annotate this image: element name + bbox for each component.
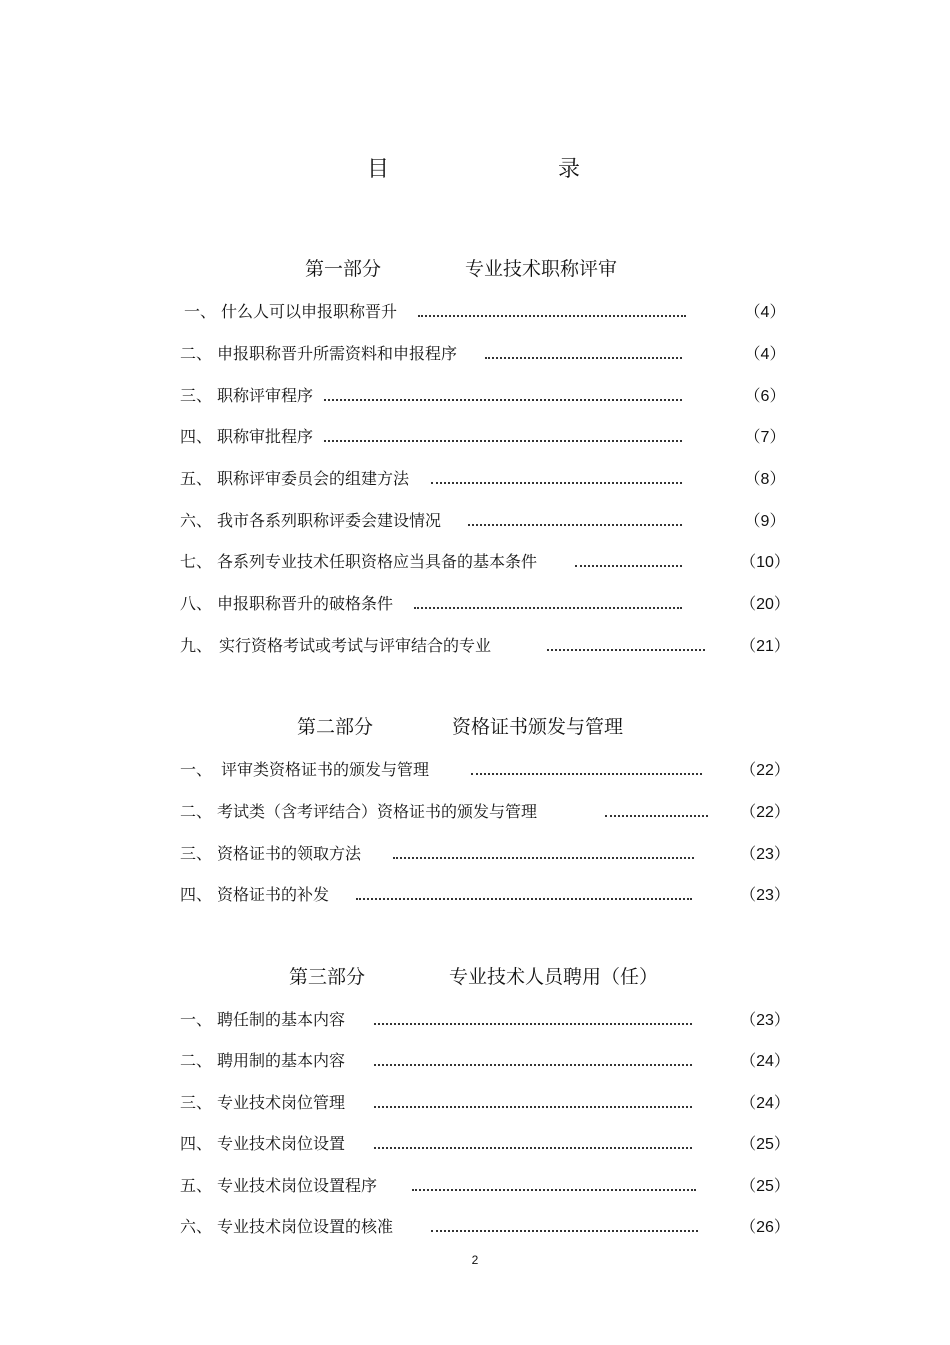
entry-page: （25） <box>740 1136 790 1153</box>
toc-entry[interactable] <box>180 299 790 323</box>
entry-number: 五、 <box>180 1176 213 1195</box>
entry-page: （23） <box>740 887 790 904</box>
entry-title: 专业技术岗位设置程序 <box>217 1176 378 1195</box>
entry-number: 四、 <box>180 427 213 446</box>
entry-page: （26） <box>740 1219 790 1236</box>
dot-leader <box>412 1179 696 1191</box>
part-heading-2 <box>0 712 950 740</box>
entry-number: 六、 <box>180 1217 213 1236</box>
entry-page: （6） <box>744 388 786 405</box>
entry-number: 二、 <box>180 344 213 363</box>
toc-entry[interactable] <box>180 1048 790 1072</box>
entry-number: 九、 <box>180 636 213 655</box>
entry-page: （20） <box>740 596 790 613</box>
entry-number: 二、 <box>180 802 213 821</box>
toc-entry[interactable] <box>180 341 790 365</box>
dot-leader <box>324 389 682 401</box>
dot-leader <box>418 305 686 317</box>
dot-leader <box>414 597 682 609</box>
entry-number: 五、 <box>180 469 213 488</box>
entry-title: 职称评审委员会的组建方法 <box>217 469 410 488</box>
entry-page: （4） <box>744 304 786 321</box>
toc-entry[interactable] <box>180 1131 790 1155</box>
entry-page: （24） <box>740 1095 790 1112</box>
toc-title <box>0 152 950 186</box>
entry-page: （23） <box>740 1012 790 1029</box>
dot-leader <box>468 514 682 526</box>
dot-leader <box>393 847 694 859</box>
toc-entry[interactable] <box>180 1173 790 1197</box>
dot-leader <box>374 1137 692 1149</box>
entry-number: 三、 <box>180 1093 213 1112</box>
entry-title: 聘用制的基本内容 <box>217 1051 346 1070</box>
entry-title: 专业技术岗位管理 <box>217 1093 346 1112</box>
entry-page: （9） <box>744 513 786 530</box>
entry-number: 四、 <box>180 885 213 904</box>
entry-page: （4） <box>744 346 786 363</box>
dot-leader <box>374 1054 692 1066</box>
part-name: 资格证书颁发与管理 <box>452 716 624 738</box>
entry-page: （7） <box>744 429 786 446</box>
toc-entry[interactable] <box>180 466 790 490</box>
entry-number: 四、 <box>180 1134 213 1153</box>
toc-entry[interactable] <box>180 383 790 407</box>
dot-leader <box>431 1220 698 1232</box>
entry-title: 什么人可以申报职称晋升 <box>221 302 398 321</box>
toc-entry[interactable] <box>180 633 790 657</box>
entry-title: 评审类资格证书的颁发与管理 <box>221 760 430 779</box>
dot-leader <box>431 472 682 484</box>
entry-number: 三、 <box>180 386 213 405</box>
entry-title: 资格证书的补发 <box>217 885 330 904</box>
toc-entry[interactable] <box>180 882 790 906</box>
toc-entry[interactable] <box>180 799 790 823</box>
part-heading-3 <box>0 962 950 990</box>
entry-page: （10） <box>740 554 790 571</box>
entry-title: 专业技术岗位设置的核准 <box>217 1217 394 1236</box>
entry-title: 申报职称晋升的破格条件 <box>217 594 394 613</box>
entry-page: （25） <box>740 1178 790 1195</box>
entry-title: 考试类（含考评结合）资格证书的颁发与管理 <box>217 802 538 821</box>
entry-page: （23） <box>740 846 790 863</box>
entry-number: 一、 <box>180 760 213 779</box>
title-char-left: 目 <box>367 157 390 182</box>
entry-title: 资格证书的领取方法 <box>217 844 362 863</box>
entry-page: （22） <box>740 762 790 779</box>
entry-number: 二、 <box>180 1051 213 1070</box>
toc-entry[interactable] <box>180 549 790 573</box>
part-label: 第二部分 <box>297 716 374 738</box>
part-label: 第一部分 <box>305 258 382 280</box>
entry-page: （22） <box>740 804 790 821</box>
entry-title: 我市各系列职称评委会建设情况 <box>217 511 442 530</box>
entry-title: 职称审批程序 <box>217 427 314 446</box>
part-name: 专业技术人员聘用（任） <box>449 966 659 988</box>
dot-leader <box>374 1096 692 1108</box>
toc-entry[interactable] <box>180 1214 790 1238</box>
page-number: 2 <box>471 1253 479 1267</box>
toc-entry[interactable] <box>180 841 790 865</box>
entry-title: 实行资格考试或考试与评审结合的专业 <box>219 636 492 655</box>
title-char-right: 录 <box>558 157 581 182</box>
entry-page: （8） <box>744 471 786 488</box>
dot-leader <box>605 805 708 817</box>
entry-title: 各系列专业技术任职资格应当具备的基本条件 <box>217 552 538 571</box>
toc-entry[interactable] <box>180 591 790 615</box>
part-heading-1 <box>0 254 950 282</box>
toc-entry[interactable] <box>180 1090 790 1114</box>
entry-number: 八、 <box>180 594 213 613</box>
entry-page: （21） <box>740 638 790 655</box>
part-name: 专业技术职称评审 <box>465 258 618 280</box>
toc-entry[interactable] <box>180 508 790 532</box>
toc-entry[interactable] <box>180 1007 790 1031</box>
entry-number: 三、 <box>180 844 213 863</box>
dot-leader <box>547 639 705 651</box>
entry-number: 七、 <box>180 552 213 571</box>
dot-leader <box>374 1013 692 1025</box>
entry-number: 六、 <box>180 511 213 530</box>
entry-title: 职称评审程序 <box>217 386 314 405</box>
toc-entry[interactable] <box>180 757 790 781</box>
dot-leader <box>471 763 702 775</box>
dot-leader <box>324 430 682 442</box>
entry-number: 一、 <box>184 302 217 321</box>
entry-title: 专业技术岗位设置 <box>217 1134 346 1153</box>
entry-number: 一、 <box>180 1010 213 1029</box>
part-label: 第三部分 <box>289 966 366 988</box>
dot-leader <box>485 347 682 359</box>
dot-leader <box>575 555 682 567</box>
dot-leader <box>356 888 692 900</box>
toc-entry[interactable] <box>180 424 790 448</box>
entry-title: 申报职称晋升所需资料和申报程序 <box>217 344 458 363</box>
entry-page: （24） <box>740 1053 790 1070</box>
entry-title: 聘任制的基本内容 <box>217 1010 346 1029</box>
